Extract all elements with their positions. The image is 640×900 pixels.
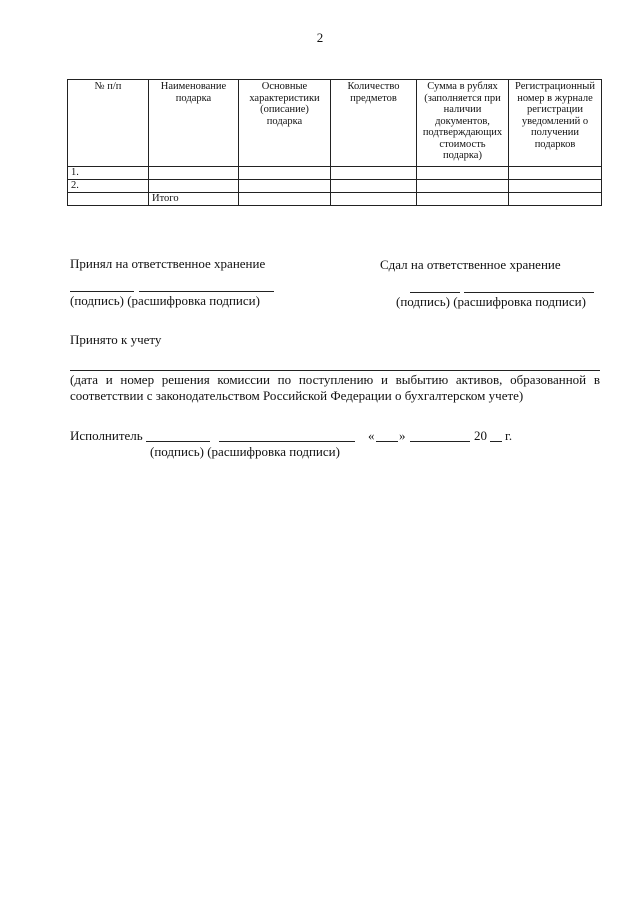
- accepted-caption: (подпись) (расшифровка подписи): [70, 293, 260, 308]
- table-row: [68, 167, 602, 180]
- header-quantity: Количество предметов: [331, 80, 417, 167]
- executor-caption: (подпись) (расшифровка подписи): [150, 444, 340, 459]
- handed-name-line: [464, 292, 594, 293]
- row-number: 1.: [68, 167, 149, 180]
- header-characteristics: Основные характеристики (описание) подарка: [239, 80, 331, 167]
- date-year-suffix: г.: [505, 428, 513, 443]
- header-registration-number: Регистрационный номер в журнале регистрации уведомлений о получении подарков: [509, 80, 602, 167]
- executor-name-line: [219, 441, 355, 442]
- total-label: Итого: [149, 193, 239, 206]
- header-sum: Сумма в рублях (заполняется при наличии документов, подтверждающих стоимость подарка): [417, 80, 509, 167]
- accepted-label: Принял на ответственное хранение: [70, 256, 266, 271]
- page-number: 2: [316, 30, 324, 45]
- date-day-line: [376, 441, 398, 442]
- table-header-row: [68, 80, 602, 167]
- executor-label: Исполнитель: [70, 428, 143, 443]
- date-month-line: [410, 441, 470, 442]
- header-gift-name: Наименование подарка: [149, 80, 239, 167]
- gifts-table: [67, 79, 602, 206]
- table-row: [68, 180, 602, 193]
- registered-line: [70, 370, 600, 371]
- handed-label: Сдал на ответственное хранение: [380, 257, 561, 272]
- accepted-name-line: [139, 291, 274, 292]
- accepted-signature-line: [70, 291, 134, 292]
- registered-label: Принято к учету: [70, 332, 162, 347]
- date-quote-close: »: [399, 428, 406, 443]
- registered-note: (дата и номер решения комиссии по поступлению и выбытию активов, образованной в соответствии с законодательством Российской Федерации о бухгалтерском учете): [70, 372, 600, 403]
- table-total-row: [68, 193, 602, 206]
- handed-signature-line: [410, 292, 460, 293]
- row-number: 2.: [68, 180, 149, 193]
- header-number: № п/п: [68, 80, 149, 167]
- handed-caption: (подпись) (расшифровка подписи): [396, 294, 586, 309]
- executor-signature-line: [146, 441, 210, 442]
- date-quote-open: «: [368, 428, 375, 443]
- date-year-prefix: 20: [474, 428, 487, 443]
- date-year-line: [490, 441, 502, 442]
